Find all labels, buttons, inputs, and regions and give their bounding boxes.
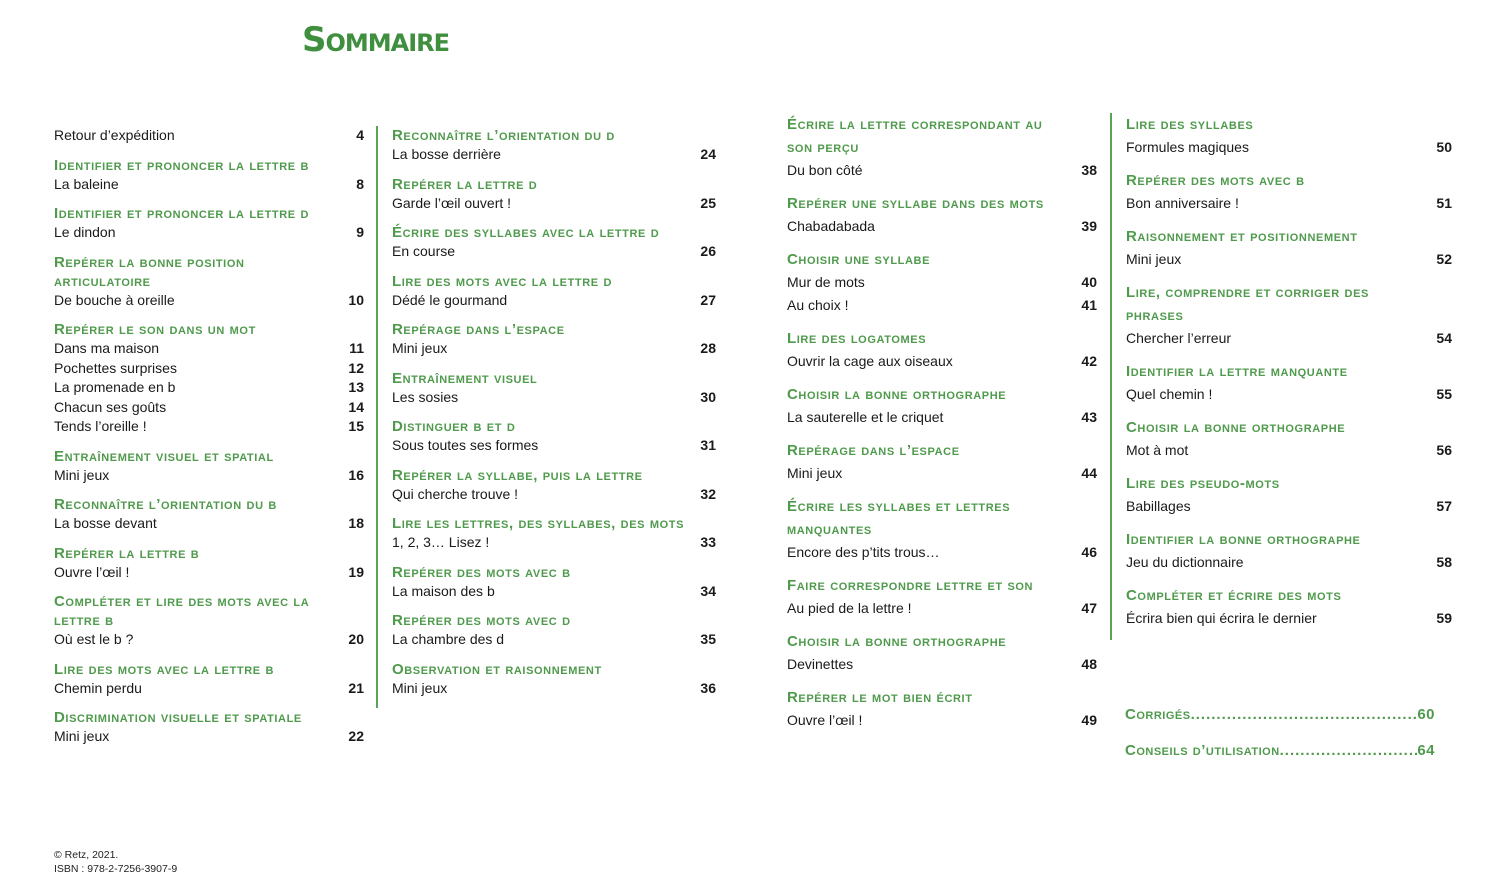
entry-page-number: 55 — [1436, 386, 1452, 402]
toc-entry[interactable] — [392, 194, 716, 214]
section-heading: Repérer la lettre b — [54, 544, 200, 562]
toc-entry[interactable] — [787, 406, 1097, 429]
toc-entry[interactable] — [1126, 248, 1452, 271]
page-title: Sommaire — [302, 20, 450, 60]
toc-extra-corriges[interactable] — [1125, 706, 1435, 723]
section-heading: Écrire des syllabes avec la lettre d — [392, 224, 660, 241]
toc-section — [54, 156, 364, 195]
section-heading: Lire des pseudo-mots — [1126, 475, 1280, 492]
section-heading: Lire les lettres, des syllabes, des mots — [392, 515, 685, 532]
toc-section — [1126, 281, 1452, 350]
entry-title: Au choix ! — [787, 297, 849, 313]
entry-page-number: 11 — [349, 340, 364, 356]
entry-title: Mini jeux — [54, 466, 110, 483]
section-heading: Lire des syllabes — [1126, 116, 1254, 133]
section-heading: Repérer le son dans un mot — [54, 321, 256, 338]
entry-page-number: 24 — [700, 146, 716, 162]
entry-title: Formules magiques — [1126, 139, 1249, 155]
entry-page-number: 51 — [1436, 195, 1452, 211]
toc-section — [787, 113, 1097, 182]
entry-title: Écrira bien qui écrira le dernier — [1126, 610, 1317, 626]
entry-title: Mot à mot — [1126, 442, 1189, 458]
toc-section — [54, 592, 364, 650]
entry-page-number: 38 — [1081, 162, 1097, 178]
entry-page-number: 44 — [1081, 465, 1097, 481]
entry-page-number: 54 — [1436, 330, 1452, 346]
section-heading: Choisir la bonne orthographe — [787, 633, 1007, 650]
section-heading: Identifier la lettre manquante — [1126, 363, 1348, 380]
entry-title: Du bon côté — [787, 162, 863, 178]
entry-page-number: 57 — [1436, 498, 1452, 514]
entry-title: En course — [392, 243, 456, 259]
section-heading: Reconnaître l’orientation du b — [54, 496, 277, 513]
toc-entry[interactable] — [787, 541, 1097, 564]
entry-title: Garde l’œil ouvert ! — [392, 194, 512, 211]
toc-section — [392, 514, 716, 553]
toc-section — [1126, 528, 1452, 574]
toc-entry[interactable] — [54, 630, 364, 650]
entry-title: Tends l’oreille ! — [54, 418, 147, 434]
entry-title: La baleine — [54, 175, 119, 192]
toc-extra-conseils[interactable] — [1125, 742, 1435, 759]
toc-entry[interactable] — [54, 398, 364, 418]
entry-page-number: 48 — [1081, 656, 1097, 672]
toc-section — [392, 175, 716, 214]
section-heading: Compléter et lire des mots avec la lettre b — [54, 593, 310, 629]
entry-title: Chemin perdu — [54, 679, 142, 696]
section-heading: Repérer la bonne position articulatoire — [54, 253, 245, 290]
entry-page-number: 19 — [348, 563, 364, 580]
section-heading: Repérer une syllabe dans des mots — [787, 195, 1044, 212]
toc-entry[interactable] — [54, 291, 364, 311]
extra-page: 64 — [1417, 742, 1435, 759]
entry-title: Les sosies — [392, 388, 459, 405]
toc-column-3 — [787, 113, 1097, 742]
copyright: © Retz, 2021. — [54, 849, 119, 861]
section-heading: Repérer des mots avec b — [1126, 172, 1305, 189]
toc-section — [392, 320, 716, 359]
entry-title: Dans ma maison — [54, 340, 160, 356]
toc-section — [1126, 169, 1452, 215]
toc-section — [54, 253, 364, 311]
entry-page-number: 42 — [1081, 353, 1097, 369]
entry-page-number: 18 — [348, 515, 364, 531]
entry-title: Au pied de la lettre ! — [787, 600, 912, 616]
copyright-block — [54, 848, 177, 876]
entry-title: Dédé le gourmand — [392, 291, 508, 308]
section-heading: Identifier et prononcer la lettre d — [54, 205, 310, 222]
entry-title: Mini jeux — [54, 728, 110, 744]
entry-page-number: 4 — [356, 127, 364, 143]
toc-section — [392, 126, 716, 165]
extra-label: Corrigés — [1125, 706, 1191, 723]
entry-page-number: 46 — [1081, 544, 1097, 560]
toc-entry[interactable] — [54, 727, 364, 747]
section-heading: Choisir une syllabe — [787, 251, 931, 268]
section-heading: Repérage dans l’espace — [392, 321, 565, 338]
toc-entry[interactable] — [1126, 551, 1452, 574]
section-heading: Lire des logatomes — [787, 330, 927, 347]
section-heading: Distinguer b et d — [392, 418, 516, 435]
toc-section — [54, 544, 364, 583]
toc-section — [787, 574, 1097, 620]
entry-page-number: 25 — [700, 194, 716, 211]
toc-entry[interactable] — [392, 242, 716, 262]
entry-title: Jeu du dictionnaire — [1126, 554, 1244, 570]
entry-page-number: 34 — [700, 582, 716, 599]
toc-entry[interactable] — [787, 159, 1097, 182]
toc-entry[interactable] — [54, 339, 364, 359]
entry-title: La bosse devant — [54, 515, 157, 531]
entry-title: Encore des p’tits trous… — [787, 544, 940, 560]
toc-section — [1126, 584, 1452, 630]
toc-entry[interactable] — [1126, 495, 1452, 518]
toc-entry[interactable] — [54, 514, 364, 534]
entry-title: De bouche à oreille — [54, 291, 175, 308]
section-heading: Lire des mots avec la lettre d — [392, 272, 613, 290]
toc-column-4 — [1110, 113, 1452, 640]
entry-page-number: 32 — [700, 485, 716, 502]
entry-page-number: 28 — [700, 340, 716, 356]
entry-title: Devinettes — [787, 656, 854, 672]
entry-title: Pochettes surprises — [54, 359, 177, 376]
entry-title: Chabadabada — [787, 218, 875, 234]
entry-page-number: 35 — [700, 631, 716, 647]
section-heading: Lire, comprendre et corriger des phrases — [1126, 284, 1369, 324]
toc-entry[interactable] — [392, 291, 716, 311]
toc-section — [787, 327, 1097, 373]
toc-entry[interactable] — [392, 630, 716, 650]
toc-section — [787, 630, 1097, 676]
section-heading: Observation et raisonnement — [392, 660, 602, 678]
toc-entry[interactable] — [787, 350, 1097, 373]
entry-title: Ouvrir la cage aux oiseaux — [787, 353, 953, 369]
leader-dots — [1191, 706, 1418, 723]
toc-entry[interactable] — [787, 709, 1097, 732]
entry-page-number: 15 — [348, 418, 364, 434]
entry-page-number: 16 — [348, 466, 364, 483]
entry-page-number: 49 — [1081, 712, 1097, 728]
entry-page-number: 50 — [1436, 139, 1452, 155]
entry-title: La sauterelle et le criquet — [787, 409, 944, 425]
entry-title: Mur de mots — [787, 274, 865, 290]
entry-page-number: 40 — [1081, 274, 1097, 290]
entry-title: Le dindon — [54, 224, 116, 240]
entry-title: Ouvre l’œil ! — [54, 563, 130, 580]
entry-page-number: 21 — [348, 679, 364, 696]
toc-section — [54, 708, 364, 747]
entry-title: Quel chemin ! — [1126, 386, 1213, 402]
toc-entry[interactable] — [54, 126, 364, 146]
section-heading: Repérer le mot bien écrit — [787, 689, 973, 706]
toc-section — [392, 466, 716, 505]
entry-page-number: 56 — [1436, 442, 1452, 458]
toc-entry[interactable] — [54, 563, 364, 583]
entry-page-number: 52 — [1436, 251, 1452, 267]
entry-title: Bon anniversaire ! — [1126, 195, 1239, 211]
extra-page: 60 — [1417, 706, 1435, 723]
section-heading: Lire des mots avec la lettre b — [54, 660, 275, 678]
entry-page-number: 30 — [700, 388, 716, 405]
entry-page-number: 36 — [700, 679, 716, 696]
entry-title: La maison des b — [392, 582, 495, 599]
entry-page-number: 13 — [348, 379, 364, 395]
section-heading: Entraînement visuel et spatial — [54, 447, 274, 465]
section-heading: Identifier et prononcer la lettre b — [54, 156, 310, 174]
toc-section — [787, 192, 1097, 238]
toc-entry[interactable] — [392, 145, 716, 165]
entry-page-number: 14 — [348, 398, 364, 415]
entry-page-number: 27 — [700, 291, 716, 308]
toc-section — [54, 126, 364, 146]
toc-entry[interactable] — [392, 485, 716, 505]
entry-page-number: 58 — [1436, 554, 1452, 570]
toc-section — [1126, 360, 1452, 406]
toc-entry[interactable] — [1126, 439, 1452, 462]
toc-section — [1126, 225, 1452, 271]
entry-page-number: 47 — [1081, 600, 1097, 616]
entry-title: Mini jeux — [787, 465, 843, 481]
section-heading: Identifier la bonne orthographe — [1126, 531, 1361, 548]
section-heading: Reconnaître l’orientation du d — [392, 127, 615, 144]
toc-section — [392, 417, 716, 456]
entry-page-number: 43 — [1081, 409, 1097, 425]
toc-entry[interactable] — [787, 294, 1097, 317]
toc-entry[interactable] — [54, 417, 364, 437]
toc-section — [392, 660, 716, 699]
extra-label: Conseils d’utilisation — [1125, 742, 1280, 759]
entry-page-number: 26 — [700, 243, 716, 259]
entry-title: Mini jeux — [392, 679, 448, 696]
toc-entry[interactable] — [787, 462, 1097, 485]
toc-section — [787, 686, 1097, 732]
toc-entry[interactable] — [1126, 327, 1452, 350]
toc-entry[interactable] — [54, 359, 364, 379]
toc-section — [54, 320, 364, 437]
toc-section — [787, 495, 1097, 564]
section-heading: Choisir la bonne orthographe — [787, 386, 1007, 403]
toc-entry[interactable] — [392, 533, 716, 553]
toc-section — [787, 248, 1097, 317]
toc-entry[interactable] — [1126, 192, 1452, 215]
toc-entry[interactable] — [392, 679, 716, 699]
section-heading: Repérage dans l’espace — [787, 442, 960, 459]
entry-title: Mini jeux — [1126, 251, 1182, 267]
toc-entry[interactable] — [1126, 136, 1452, 159]
entry-page-number: 9 — [356, 224, 364, 240]
entry-title: La chambre des d — [392, 631, 505, 647]
section-heading: Entraînement visuel — [392, 369, 538, 387]
toc-entry[interactable] — [54, 175, 364, 195]
entry-title: Ouvre l’œil ! — [787, 712, 863, 728]
toc-section — [392, 223, 716, 262]
entry-page-number: 12 — [348, 359, 364, 376]
section-heading: Choisir la bonne orthographe — [1126, 419, 1346, 436]
toc-entry[interactable] — [787, 215, 1097, 238]
toc-section — [1126, 113, 1452, 159]
toc-entry[interactable] — [392, 388, 716, 408]
entry-title: Qui cherche trouve ! — [392, 485, 519, 502]
toc-entry[interactable] — [392, 436, 716, 456]
toc-entry[interactable] — [1126, 383, 1452, 406]
toc-section — [54, 204, 364, 243]
toc-entry[interactable] — [54, 466, 364, 486]
entry-page-number: 10 — [348, 291, 364, 308]
toc-column-1 — [54, 126, 364, 757]
toc-entry[interactable] — [54, 223, 364, 243]
toc-entry[interactable] — [392, 339, 716, 359]
toc-section — [54, 495, 364, 534]
section-heading: Faire correspondre lettre et son — [787, 577, 1034, 594]
toc-section — [1126, 472, 1452, 518]
section-heading: Écrire la lettre correspondant au son perçu — [787, 116, 1043, 156]
entry-page-number: 8 — [356, 175, 364, 192]
entry-page-number: 59 — [1436, 610, 1452, 626]
section-heading: Repérer la lettre d — [392, 175, 538, 193]
section-heading: Raisonnement et positionnement — [1126, 228, 1358, 245]
toc-section — [392, 369, 716, 408]
entry-page-number: 22 — [348, 728, 364, 744]
isbn: ISBN : 978-2-7256-3907-9 — [54, 863, 178, 875]
entry-title: La promenade en b — [54, 379, 176, 395]
toc-section — [54, 660, 364, 699]
toc-column-2 — [376, 126, 716, 708]
entry-title: Chacun ses goûts — [54, 398, 167, 415]
toc-entry[interactable] — [787, 271, 1097, 294]
toc-entry[interactable] — [787, 597, 1097, 620]
section-heading: Discrimination visuelle et spatiale — [54, 709, 302, 726]
toc-section — [392, 272, 716, 311]
entry-page-number: 31 — [700, 437, 716, 453]
entry-page-number: 20 — [348, 631, 364, 647]
toc-section — [392, 563, 716, 602]
entry-title: Chercher l’erreur — [1126, 330, 1232, 346]
entry-title: 1, 2, 3… Lisez ! — [392, 534, 490, 550]
entry-title: Babillages — [1126, 498, 1191, 514]
section-heading: Repérer la syllabe, puis la lettre — [392, 466, 643, 484]
entry-title: Mini jeux — [392, 340, 448, 356]
toc-section — [787, 383, 1097, 429]
leader-dots — [1280, 742, 1418, 759]
entry-title: Sous toutes ses formes — [392, 437, 539, 453]
entry-title: La bosse derrière — [392, 146, 501, 162]
toc-section — [787, 439, 1097, 485]
entry-page-number: 41 — [1081, 297, 1097, 313]
section-heading: Repérer des mots avec b — [392, 563, 571, 581]
entry-page-number: 39 — [1081, 218, 1097, 234]
toc-entry[interactable] — [54, 378, 364, 398]
toc-entry[interactable] — [392, 582, 716, 602]
toc-entry[interactable] — [787, 653, 1097, 676]
toc-section — [392, 611, 716, 650]
entry-title: Retour d’expédition — [54, 127, 175, 143]
toc-section — [54, 447, 364, 486]
section-heading: Écrire les syllabes et lettres manquantes — [787, 498, 1011, 538]
toc-entry[interactable] — [1126, 607, 1452, 630]
entry-title: Où est le b ? — [54, 631, 134, 647]
section-heading: Compléter et écrire des mots — [1126, 587, 1342, 604]
toc-entry[interactable] — [54, 679, 364, 699]
entry-page-number: 33 — [700, 534, 716, 550]
toc-section — [1126, 416, 1452, 462]
section-heading: Repérer des mots avec d — [392, 612, 571, 629]
